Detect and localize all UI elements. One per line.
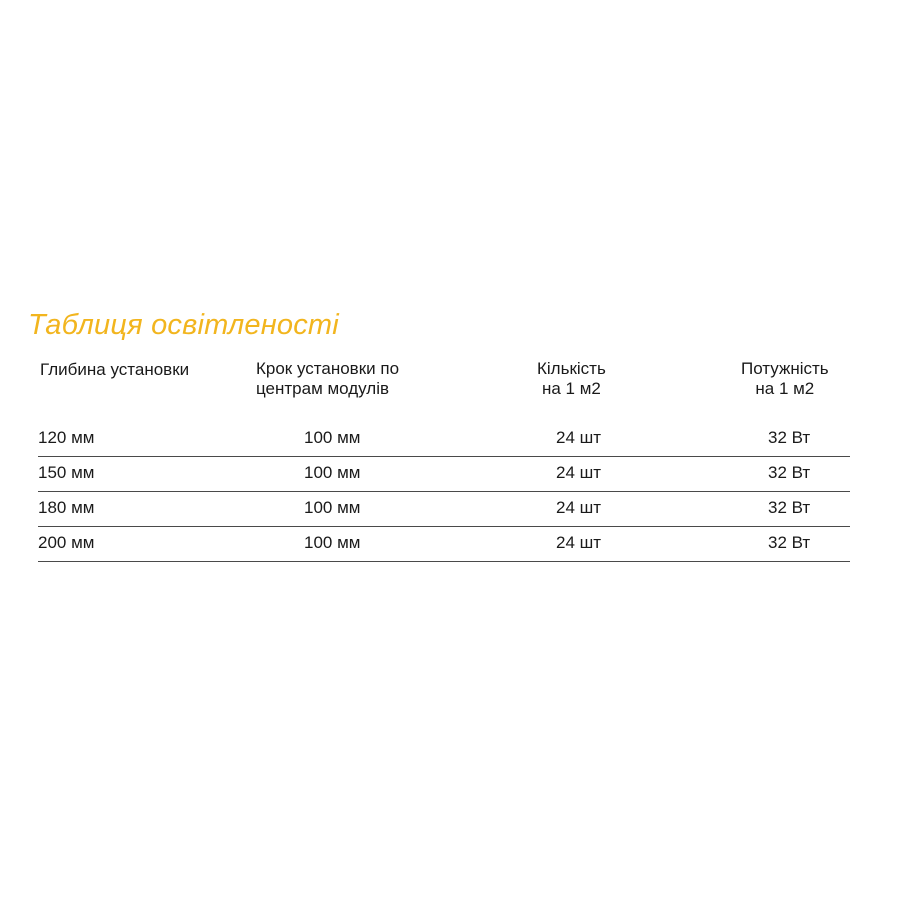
- cell-power: 32 Вт: [768, 463, 811, 482]
- header-quantity-line1: Кількість: [537, 359, 606, 378]
- cell-depth: 180 мм: [38, 498, 95, 517]
- table-row: [38, 526, 850, 562]
- header-quantity: [537, 359, 606, 399]
- cell-power: 32 Вт: [768, 428, 811, 447]
- cell-quantity: 24 шт: [556, 428, 602, 447]
- cell-depth: 150 мм: [38, 463, 95, 482]
- table-row: [38, 421, 850, 457]
- header-depth-label: Глибина установки: [40, 360, 190, 379]
- header-step-line1: Крок установки по: [256, 359, 400, 378]
- header-quantity-line2: на 1 м2: [541, 379, 601, 398]
- cell-quantity: 24 шт: [556, 463, 602, 482]
- cell-step: 100 мм: [304, 428, 361, 447]
- cell-depth: 200 мм: [38, 533, 95, 552]
- header-power: [741, 359, 829, 399]
- cell-step: 100 мм: [304, 463, 361, 482]
- header-power-line2: на 1 м2: [755, 379, 815, 398]
- table-row: [38, 491, 850, 527]
- cell-quantity: 24 шт: [556, 533, 602, 552]
- header-step: [256, 359, 399, 399]
- table-title: Таблиця освітленості: [28, 309, 339, 341]
- cell-power: 32 Вт: [768, 498, 811, 517]
- cell-step: 100 мм: [304, 533, 361, 552]
- cell-quantity: 24 шт: [556, 498, 602, 517]
- header-power-line1: Потужність: [741, 359, 829, 378]
- header-step-line2: центрам модулів: [256, 379, 390, 398]
- cell-depth: 120 мм: [38, 428, 95, 447]
- cell-power: 32 Вт: [768, 533, 811, 552]
- header-depth: [40, 360, 189, 380]
- table-row: [38, 456, 850, 492]
- cell-step: 100 мм: [304, 498, 361, 517]
